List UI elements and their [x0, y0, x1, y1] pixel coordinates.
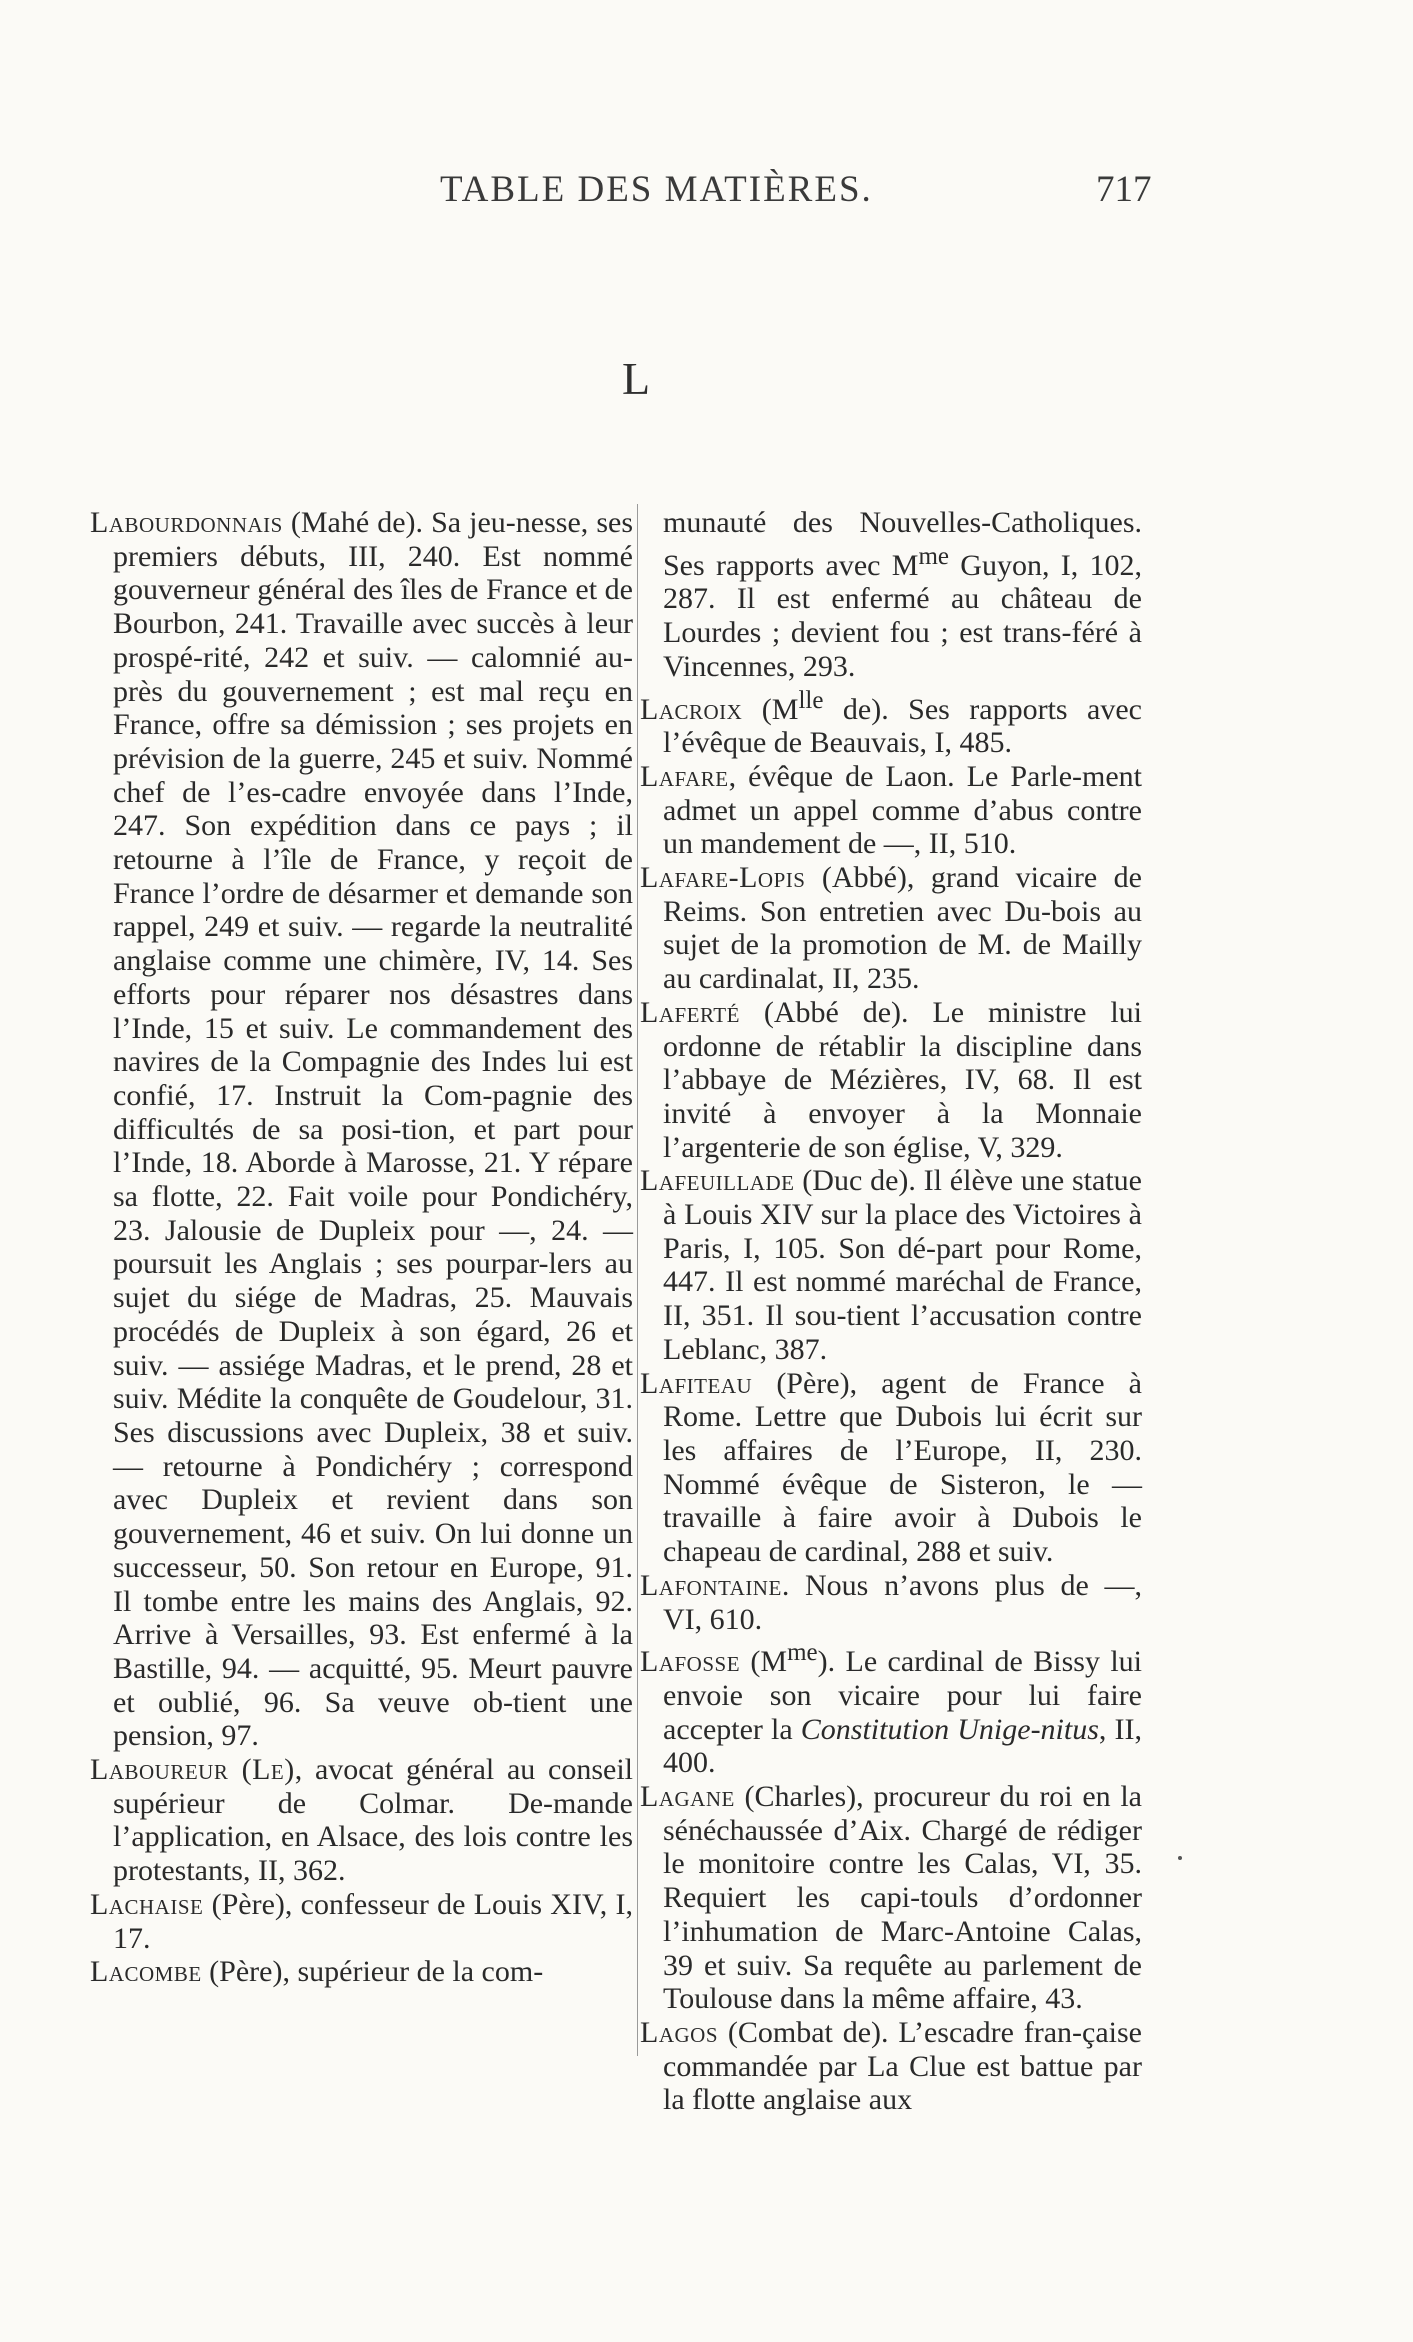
- index-entry: [90, 1955, 633, 1989]
- entry-headword: Lafontaine: [640, 1568, 782, 1602]
- section-letter: L: [622, 353, 651, 404]
- entry-text: (Charles), procureur du roi en la sénéchaussée d’Aix. Chargé de rédiger le monitoire contre les Calas, VI, 35. Requiert les capi-touls d’ordonner l’inhumation de Marc-Antoine Calas, 39 et suiv. Sa requête au parlement de Toulouse dans la même affaire, 43.: [663, 1780, 1142, 2016]
- entry-headword: Lacroix: [640, 692, 743, 726]
- print-speck: [1178, 1856, 1182, 1860]
- entry-text: munauté des Nouvelles-Catholiques. Ses rapports avec M: [663, 506, 1142, 582]
- entry-headword: Lachaise: [90, 1887, 204, 1921]
- index-entry: [640, 760, 1142, 861]
- index-entry: [90, 506, 633, 1753]
- entry-superscript: me: [787, 1639, 818, 1667]
- index-entry: [640, 1164, 1142, 1366]
- entry-text: , évêque de Laon. Le Parle-ment admet un appel comme d’abus contre un mandement de —, II, 510.: [663, 759, 1142, 861]
- entry-text: (Père), confesseur de Louis XIV, I, 17.: [113, 1887, 633, 1955]
- entry-text: , avocat général au conseil supérieur de Colmar. De-mande l’application, en Alsace, des lois contre les protestants, II, 362.: [113, 1753, 634, 1888]
- entry-headword: Lafosse: [640, 1645, 741, 1679]
- page-number: 717: [1096, 169, 1152, 210]
- index-entry: [640, 1636, 1142, 1780]
- entry-text: , II, 400.: [663, 1712, 1142, 1780]
- entry-text: (Père), supérieur de la com-: [201, 1955, 544, 1989]
- entry-headword: Lacombe: [90, 1955, 202, 1989]
- index-entry: [640, 1780, 1142, 2016]
- index-entry-continuation: [640, 506, 1142, 684]
- index-entry: [640, 996, 1142, 1165]
- entry-text: (Duc de). Il élève une statue à Louis XIV sur la place des Victoires à Paris, I, 105. Son dé-part pour Rome, 447. Il est nommé maréchal de France, II, 351. Il sou-tient l’accusation contre Leblanc, 387.: [663, 1164, 1142, 1366]
- right-column: [640, 506, 1142, 2117]
- entry-text: (M: [740, 1645, 788, 1679]
- entry-text: ). Le cardinal de Bissy lui envoie son vicaire pour lui faire accepter la: [663, 1645, 1142, 1746]
- column-divider: [637, 504, 638, 2056]
- index-entry: [640, 861, 1142, 996]
- entry-text: (Mahé de). Sa jeu-nesse, ses premiers débuts, III, 240. Est nommé gouverneur général des îles de France et de Bourbon, 241. Travaille avec succès à leur prospé-rité, 242 et suiv. — calomnié au-près du gouvernement ; est mal reçu en France, offre sa démission ; ses projets en prévision de la guerre, 245 et suiv. Nommé chef de l’es-cadre envoyée dans l’Inde, 247. Son expédition dans ce pays ; il retourne à l’île de France, y reçoit de France l’ordre de désarmer et demande son rappel, 249 et suiv. — regarde la neutralité anglaise comme une chimère, IV, 14. Ses efforts pour réparer nos désastres dans l’Inde, 15 et suiv. Le commandement des navires de la Compagnie des Indes lui est confié, 17. Instruit la Com-pagnie des difficultés de sa posi-tion, et part pour l’Inde, 18. Aborde à Marosse, 21. Y répare sa flotte, 22. Fait voile pour Pondichéry, 23. Jalousie de Dupleix pour —, 24. — poursuit les Anglais ; ses pourpar-lers au sujet du siége de Madras, 25. Mauvais procédés de Dupleix à son égard, 26 et suiv. — assiége Madras, et le prend, 28 et suiv. Médite la conquête de Goudelour, 31. Ses discussions avec Dupleix, 38 et suiv. — retourne à Pondichéry ; correspond avec Dupleix et revient dans son gouvernement, 46 et suiv. On lui donne un successeur, 50. Son retour en Europe, 91. Il tombe entre les mains des Anglais, 92. Arrive à Versailles, 93. Est enfermé à la Bastille, 94. — acquitté, 95. Meurt pauvre et oublié, 96. Sa veuve ob-tient une pension, 97.: [113, 506, 633, 1753]
- entry-text: de). Ses rapports avec l’évêque de Beauvais, I, 485.: [663, 692, 1143, 760]
- entry-headword: Lafare: [640, 759, 729, 793]
- entry-text: (Abbé), grand vicaire de Reims. Son entretien avec Du-bois au sujet de la promotion de M. de Mailly au cardinalat, II, 235.: [663, 861, 1142, 996]
- entry-headword: Laboureur (Le): [90, 1753, 295, 1787]
- index-entry: [90, 1888, 633, 1955]
- index-entry: [90, 1753, 633, 1888]
- entry-superscript: lle: [798, 686, 824, 714]
- entry-text: (Père), agent de France à Rome. Lettre que Dubois lui écrit sur les affaires de l’Europe, II, 230. Nommé évêque de Sisteron, le — travaille à faire avoir à Dubois le chapeau de cardinal, 288 et suiv.: [663, 1366, 1142, 1569]
- entry-text: . Nous n’avons plus de —, VI, 610.: [663, 1568, 1142, 1636]
- index-entry: [640, 2016, 1142, 2117]
- index-entry: [640, 1367, 1142, 1569]
- entry-headword: Lagane: [640, 1780, 735, 1814]
- index-entry: [640, 1569, 1142, 1636]
- entry-headword: Labourdonnais: [90, 506, 283, 539]
- entry-superscript: me: [918, 542, 949, 570]
- entry-text: (Abbé de). Le ministre lui ordonne de rétablir la discipline dans l’abbaye de Mézières, IV, 68. Il est invité à envoyer à la Monnaie l’argenterie de son église, V, 329.: [663, 995, 1142, 1164]
- left-column: [90, 506, 633, 1989]
- entry-text: Guyon, I, 102, 287. Il est enfermé au château de Lourdes ; devient fou ; est trans-féré à Vincennes, 293.: [663, 548, 1142, 683]
- entry-headword: Lagos: [640, 2015, 719, 2049]
- entry-italic-title: Constitution Unige-nitus: [800, 1712, 1099, 1746]
- entry-text: (Combat de). L’escadre fran-çaise commandée par La Clue est battue par la flotte anglaise aux: [663, 2015, 1142, 2117]
- entry-headword: Lafare-Lopis: [640, 861, 806, 895]
- entry-headword: Lafiteau: [640, 1366, 753, 1400]
- running-title: TABLE DES MATIÈRES.: [440, 169, 873, 210]
- entry-text: (M: [742, 692, 799, 726]
- entry-headword: Laferté: [640, 995, 740, 1029]
- index-entry: [640, 684, 1142, 760]
- entry-headword: Lafeuillade: [640, 1164, 795, 1198]
- running-head: [0, 168, 1413, 218]
